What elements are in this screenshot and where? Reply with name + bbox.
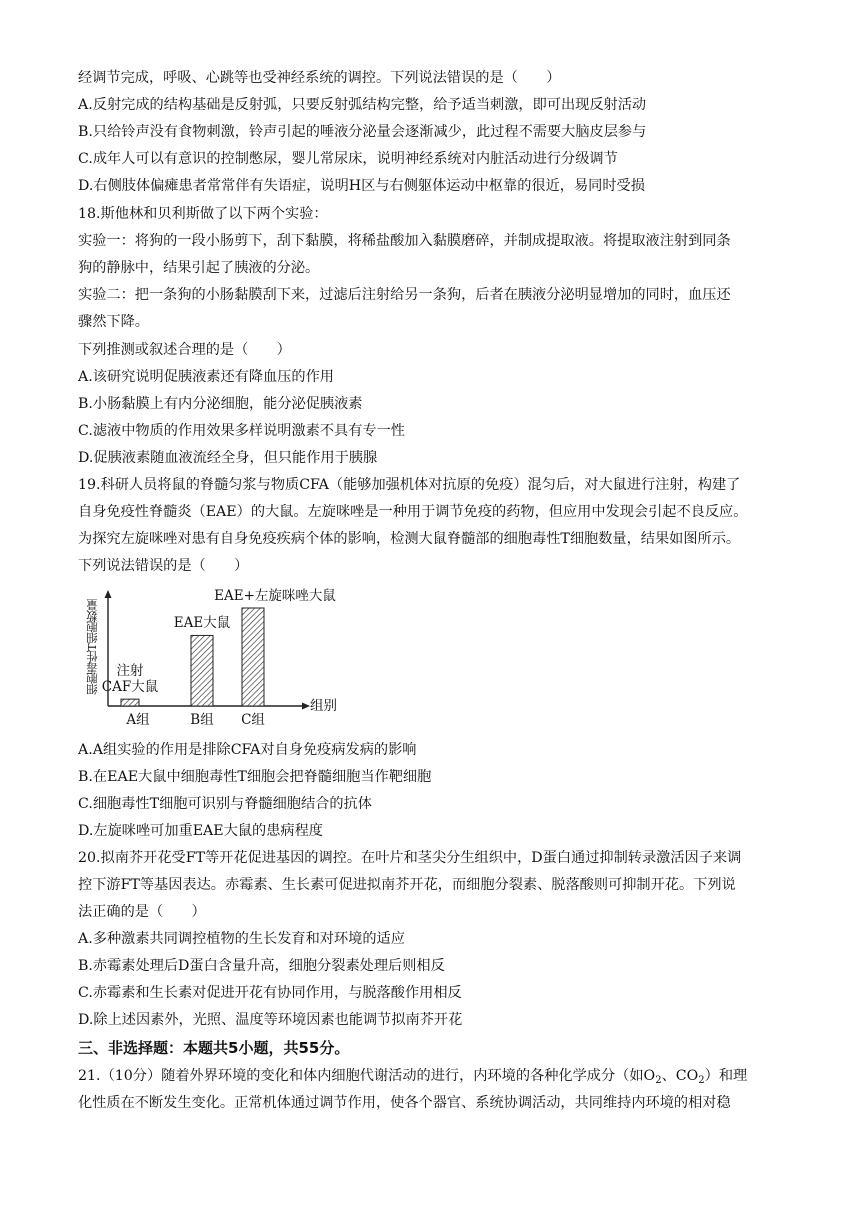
q18-exp2-line1: 实验二：把一条狗的小肠黏膜刮下来，过滤后注射给另一条狗，后者在胰液分泌明显增加的同时，血压还: [78, 287, 731, 303]
q19-line3: 为探究左旋咪唑对患有自身免疫疾病个体的影响，检测大鼠脊髓部的细胞毒性T细胞数量，结果如图所示。: [78, 531, 741, 547]
category-label-1: A组: [126, 712, 150, 728]
q20-option-d: D.除上述因素外，光照、温度等环境因素也能调节拟南芥开花: [78, 1012, 463, 1028]
q17-option-a: A.反射完成的结构基础是反射弧，只要反射弧结构完整，给予适当刺激，即可出现反射活动: [78, 97, 647, 113]
q20-option-a: A.多种激素共同调控植物的生长发育和对环境的适应: [78, 931, 405, 947]
y-axis-arrow: [105, 590, 112, 598]
q17-stem: 经调节完成，呼吸、心跳等也受神经系统的调控。下列说法错误的是（ ）: [78, 70, 561, 86]
bar-label-3: EAE+左旋咪唑大鼠: [214, 588, 336, 604]
q18-option-d: D.促胰液素随血液流经全身，但只能作用于胰腺: [78, 450, 378, 466]
q18-title: 18.斯他林和贝利斯做了以下两个实验：: [78, 206, 328, 222]
q18-question: 下列推测或叙述合理的是（ ）: [78, 342, 291, 358]
q20-option-b: B.赤霉素处理后D蛋白含量升高，细胞分裂素处理后则相反: [78, 958, 445, 974]
q18-exp1-line2: 狗的静脉中，结果引起了胰液的分泌。: [78, 260, 320, 276]
q18-option-c: C.滤液中物质的作用效果多样说明激素不具有专一性: [78, 423, 405, 439]
q17-option-c: C.成年人可以有意识的控制憋尿，婴儿常尿床，说明神经系统对内脏活动进行分级调节: [78, 151, 618, 167]
q18-option-a: A.该研究说明促胰液素还有降血压的作用: [78, 369, 334, 385]
q19-line2: 自身免疫性脊髓炎（EAE）的大鼠。左旋咪唑是一种用于调节免疫的药物，但应用中发现会引起不良反应。: [78, 504, 748, 520]
x-axis-arrow: [302, 703, 310, 710]
q18-option-b: B.小肠黏膜上有内分泌细胞，能分泌促胰液素: [78, 396, 363, 412]
q19-option-d: D.左旋咪唑可加重EAE大鼠的患病程度: [78, 823, 323, 839]
q20-option-c: C.赤霉素和生长素对促进开花有协同作用，与脱落酸作用相反: [78, 985, 462, 1001]
y-axis-label: 细胞毒性T细胞数量: [85, 599, 99, 695]
bar-chart: [82, 588, 352, 736]
q21-line1: 21.（10分）随着外界环境的变化和体内细胞代谢活动的进行，内环境的各种化学成分（如$O_2$、$CO_2$）和理: [78, 1068, 748, 1086]
bar-1: [121, 699, 139, 706]
q20-line2: 控下游FT等基因表达。赤霉素、生长素可促进拟南芥开花，而细胞分裂素、脱落酸则可抑制开花。下列说: [78, 877, 736, 893]
q20-line1: 20.拟南芥开花受FT等开花促进基因的调控。在叶片和茎尖分生组织中，D蛋白通过抑制转录激活因子来调: [78, 850, 742, 866]
category-label-2: B组: [190, 712, 214, 728]
bar-label-2: EAE大鼠: [173, 615, 231, 632]
q18-exp1-line1: 实验一：将狗的一段小肠剪下，刮下黏膜，将稀盐酸加入黏膜磨碎，并制成提取液。将提取液注射到同条: [78, 233, 731, 249]
q19-line1: 19.科研人员将鼠的脊髓匀浆与物质CFA（能够加强机体对抗原的免疫）混匀后，对大鼠进行注射，构建了: [78, 477, 741, 493]
q17-option-d: D.右侧肢体偏瘫患者常常伴有失语症，说明H区与右侧躯体运动中枢靠的很近，易同时受损: [78, 178, 645, 194]
q19-question: 下列说法错误的是（ ）: [78, 558, 249, 574]
q21-line2: 化性质在不断发生变化。正常机体通过调节作用，使各个器官、系统协调活动，共同维持内环境的相对稳: [78, 1095, 731, 1111]
bar-3: [242, 608, 264, 706]
q17-option-b: B.只给铃声没有食物刺激，铃声引起的唾液分泌量会逐渐减少，此过程不需要大脑皮层参与: [78, 124, 647, 140]
q20-line3: 法正确的是（ ）: [78, 904, 206, 920]
bar-label-1: 注射 CAF大鼠: [101, 663, 159, 696]
bar-2: [191, 635, 213, 706]
section-heading: 三、非选择题：本题共5小题，共55分。: [78, 1039, 350, 1057]
q19-option-b: B.在EAE大鼠中细胞毒性T细胞会把脊髓细胞当作靶细胞: [78, 769, 432, 785]
q18-exp2-line2: 骤然下降。: [78, 314, 149, 330]
category-label-3: C组: [241, 712, 265, 728]
q19-option-a: A.A组实验的作用是排除CFA对自身免疫病发病的影响: [78, 742, 417, 758]
q19-option-c: C.细胞毒性T细胞可识别与脊髓细胞结合的抗体: [78, 796, 372, 812]
x-axis-label: 组别: [310, 698, 337, 714]
